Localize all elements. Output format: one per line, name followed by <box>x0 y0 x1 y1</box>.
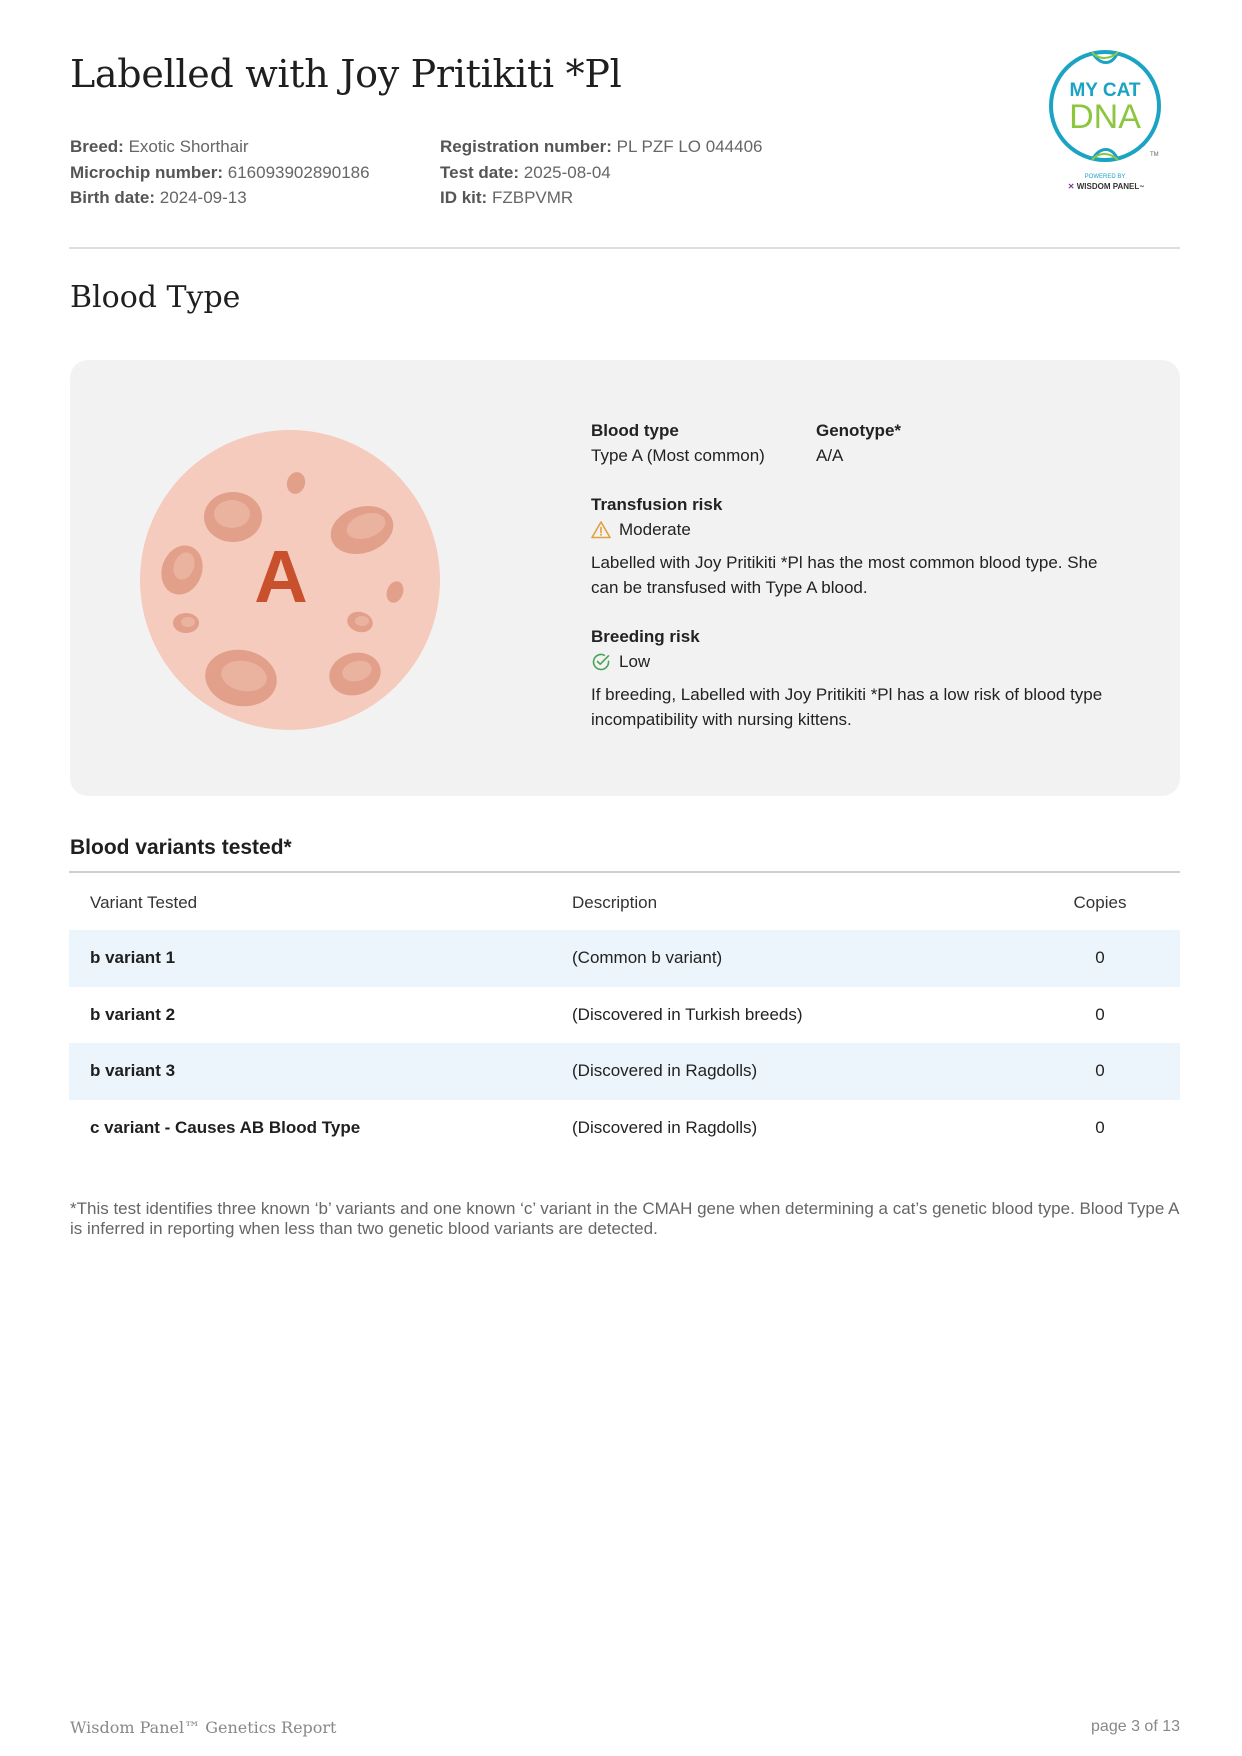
blood-type-value: Type A (Most common) <box>591 446 765 465</box>
transfusion-risk-description: Labelled with Joy Pritikiti *Pl has the most common blood type. She can be transfused with Type A blood. <box>591 553 1098 597</box>
breeding-risk-label: Breeding risk <box>591 627 700 646</box>
variant-description: (Discovered in Ragdolls) <box>572 1061 758 1081</box>
variant-name: b variant 2 <box>90 1004 176 1024</box>
logo-brand: WISDOM PANEL <box>1076 182 1140 191</box>
blood-type-card <box>70 360 1180 796</box>
transfusion-risk-label: Transfusion risk <box>591 495 723 514</box>
transfusion-risk-value: Moderate <box>619 520 691 539</box>
variants-title: Blood variants tested* <box>70 836 292 859</box>
footer-report-name: Wisdom Panel™ Genetics Report <box>70 1718 337 1737</box>
test-date-line: Test date: 2025-08-04 <box>440 162 611 182</box>
blood-type-details <box>591 418 1136 732</box>
svg-text:✕ WISDOM PANEL™: ✕ WISDOM PANEL™ <box>1067 182 1145 191</box>
table-header-row <box>69 875 1180 930</box>
variant-copies: 0 <box>1095 948 1105 968</box>
header-description: Description <box>572 892 658 912</box>
variants-divider <box>69 871 1180 873</box>
microchip-line: Microchip number: 616093902890186 <box>70 162 370 182</box>
footer-page-number: page 3 of 13 <box>1091 1718 1180 1735</box>
variant-copies: 0 <box>1095 1061 1105 1081</box>
logo-line2: DNA <box>1069 98 1141 136</box>
cat-info-right <box>440 134 763 211</box>
footnote: *This test identifies three known ‘b’ variants and one known ‘c’ variant in the CMAH gene when determining a cat’s genetic blood type. Blood Type A is inferred in reporting when less than two genetic blood variants are detected. <box>70 1199 1179 1238</box>
variants-table <box>69 875 1180 1156</box>
table-row <box>69 987 1180 1044</box>
test-date-value: 2025-08-04 <box>523 162 611 182</box>
variant-description: (Discovered in Ragdolls) <box>572 1117 758 1137</box>
page-title: Labelled with Joy Pritikiti *Pl <box>70 52 622 96</box>
variant-name: c variant - Causes AB Blood Type <box>90 1117 361 1137</box>
logo-line1: MY CAT <box>1069 80 1141 101</box>
variant-name: b variant 3 <box>90 1061 176 1081</box>
registration-value: PL PZF LO 044406 <box>616 137 763 156</box>
breed-value: Exotic Shorthair <box>128 137 249 156</box>
birth-date-line: Birth date: 2024-09-13 <box>70 188 247 207</box>
genotype-label: Genotype* <box>816 421 902 440</box>
variant-copies: 0 <box>1095 1004 1105 1024</box>
section-title: Blood Type <box>70 280 241 315</box>
header-divider <box>69 247 1180 249</box>
blood-type-label: Blood type <box>591 421 679 440</box>
microchip-value: 616093902890186 <box>227 162 370 182</box>
logo-powered-by: POWERED BY <box>1084 174 1126 180</box>
blood-type-letter: A <box>254 535 308 618</box>
table-row <box>69 1043 1180 1100</box>
logo-brand-tm: ™ <box>1139 185 1145 191</box>
registration-line: Registration number: PL PZF LO 044406 <box>440 137 763 156</box>
genotype-value: A/A <box>816 446 844 465</box>
header-copies: Copies <box>1073 892 1127 912</box>
my-cat-dna-logo <box>1040 48 1170 198</box>
breeding-risk-description: If breeding, Labelled with Joy Pritikiti *Pl has a low risk of blood type incompatibility with nursing kittens. <box>591 685 1103 729</box>
variant-description: (Discovered in Turkish breeds) <box>572 1004 803 1024</box>
warning-triangle-icon <box>591 520 611 540</box>
table-row <box>69 1100 1180 1157</box>
check-circle-icon <box>591 652 611 672</box>
variant-name: b variant 1 <box>90 948 176 968</box>
variant-copies: 0 <box>1095 1117 1105 1137</box>
birth-date-value: 2024-09-13 <box>159 188 247 207</box>
table-row <box>69 930 1180 987</box>
header-variant: Variant Tested <box>90 892 198 912</box>
cat-info-left <box>70 134 370 211</box>
breeding-risk-value: Low <box>619 652 651 671</box>
variant-description: (Common b variant) <box>572 948 723 968</box>
breed-line: Breed: Exotic Shorthair <box>70 137 249 156</box>
blood-cells-illustration <box>130 420 450 740</box>
id-kit-line: ID kit: FZBPVMR <box>440 188 574 207</box>
id-kit-value: FZBPVMR <box>491 188 574 207</box>
logo-tm: TM <box>1150 152 1159 158</box>
